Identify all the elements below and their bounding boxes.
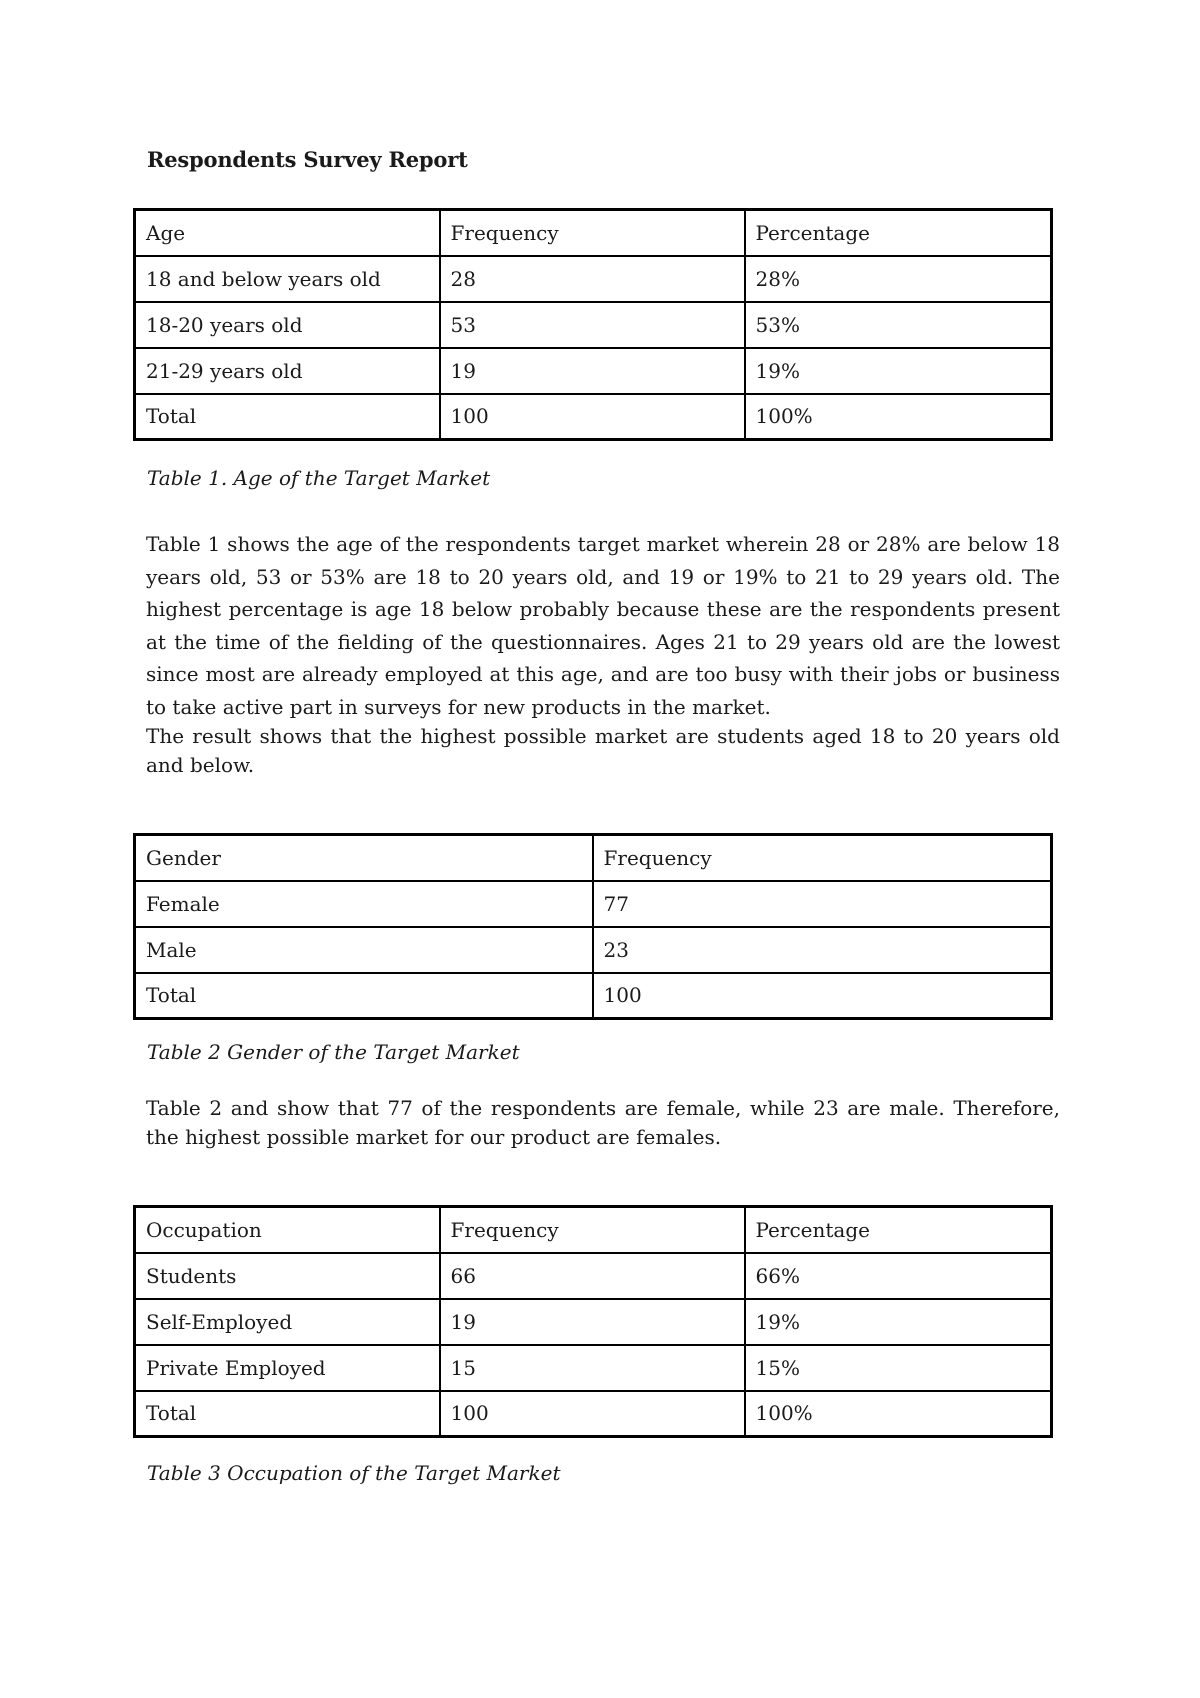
table-cell: 100	[440, 394, 745, 440]
table-cell: Male	[135, 927, 593, 973]
table-header-cell: Percentage	[745, 1207, 1052, 1253]
paragraph-gender-analysis: Table 2 and show that 77 of the respondents are female, while 23 are male. Therefore, the highest possible market for our product are females.	[146, 1096, 1060, 1149]
table-row	[135, 1391, 1052, 1437]
table-row	[135, 1253, 1052, 1299]
table-row	[135, 1299, 1052, 1345]
table-cell: Self-Employed	[135, 1299, 440, 1345]
table-row	[135, 302, 1052, 348]
table-cell: 18-20 years old	[135, 302, 440, 348]
table-row	[135, 1345, 1052, 1391]
table-cell: 15	[440, 1345, 745, 1391]
table-header-row	[135, 210, 1052, 256]
table-row	[135, 394, 1052, 440]
page-title: Respondents Survey Report	[147, 147, 468, 172]
table-row	[135, 881, 1052, 927]
table-header-cell: Frequency	[593, 835, 1052, 881]
table-cell: 28%	[745, 256, 1052, 302]
table-row	[135, 348, 1052, 394]
table-cell: 100	[440, 1391, 745, 1437]
table-header-cell: Frequency	[440, 210, 745, 256]
table-cell: Female	[135, 881, 593, 927]
table-cell: 19%	[745, 1299, 1052, 1345]
table-header-row	[135, 835, 1052, 881]
table2-caption: Table 2 Gender of the Target Market	[147, 1040, 520, 1064]
table3-caption: Table 3 Occupation of the Target Market	[147, 1461, 561, 1485]
gender-table	[133, 833, 1053, 1020]
table-cell: Total	[135, 394, 440, 440]
table-cell: Students	[135, 1253, 440, 1299]
paragraph-age-analysis: Table 1 shows the age of the respondents target market wherein 28 or 28% are below 18 years old, 53 or 53% are 18 to 20 years old, and 19 or 19% to 21 to 29 years old. The highest percentage is age 18 below probably because these are the respondents present at the time of the fielding of the questionnaires. Ages 21 to 29 years old are the lowest since most are already employed at this age, and are too busy with their jobs or business to take active part in surveys for new products in the market.	[146, 532, 1060, 719]
table-cell: 18 and below years old	[135, 256, 440, 302]
table-cell: 53%	[745, 302, 1052, 348]
table1-caption: Table 1. Age of the Target Market	[147, 466, 491, 490]
table-cell: 100	[593, 973, 1052, 1019]
table-header-cell: Occupation	[135, 1207, 440, 1253]
table-cell: Total	[135, 973, 593, 1019]
table-cell: 23	[593, 927, 1052, 973]
table-header-cell: Percentage	[745, 210, 1052, 256]
table-cell: 15%	[745, 1345, 1052, 1391]
table-cell: 77	[593, 881, 1052, 927]
table-header-cell: Age	[135, 210, 440, 256]
table-header-cell: Gender	[135, 835, 593, 881]
table-cell: 100%	[745, 394, 1052, 440]
occupation-table	[133, 1205, 1053, 1438]
table-header-row	[135, 1207, 1052, 1253]
table-cell: 100%	[745, 1391, 1052, 1437]
table-header-cell: Frequency	[440, 1207, 745, 1253]
table-row	[135, 973, 1052, 1019]
table-cell: Total	[135, 1391, 440, 1437]
table-cell: 19%	[745, 348, 1052, 394]
age-table	[133, 208, 1053, 441]
table-cell: 53	[440, 302, 745, 348]
table-cell: 21-29 years old	[135, 348, 440, 394]
table-row	[135, 256, 1052, 302]
paragraph-age-conclusion: The result shows that the highest possible market are students aged 18 to 20 years old and below.	[146, 724, 1060, 777]
table-row	[135, 927, 1052, 973]
table-cell: Private Employed	[135, 1345, 440, 1391]
table-cell: 19	[440, 1299, 745, 1345]
table-cell: 66%	[745, 1253, 1052, 1299]
table-cell: 19	[440, 348, 745, 394]
table-cell: 28	[440, 256, 745, 302]
table-cell: 66	[440, 1253, 745, 1299]
